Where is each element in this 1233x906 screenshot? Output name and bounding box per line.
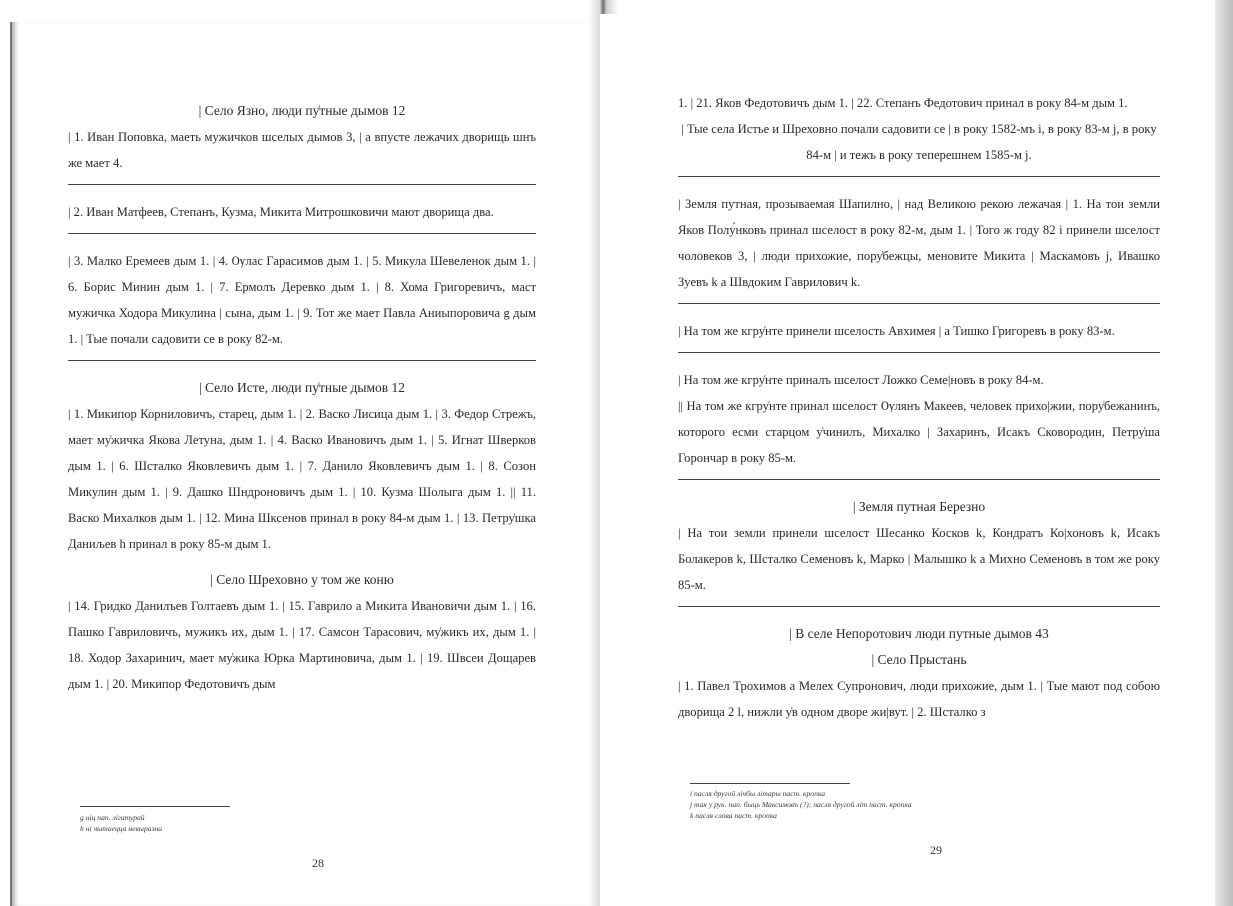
page-edge-shadow [1215,0,1233,906]
paragraph: 1. | 21. Яков Федотовичъ дым 1. | 22. Степанъ Федотович принал в року 84-м дым 1. [678,96,1128,110]
divider-rule [68,184,536,185]
paragraph: | 3. Малко Еремеев дым 1. | 4. Ѹлас Гарасимов дым 1. | 5. Микула Шевеленок дым 1. | 6. Борис Минин дым 1. | 7. Ермолъ Деревко дым 1. | 8. Хома Григоревичъ, маст мужичка Ходора Микулина | сына, дым 1. | 9. Тот же мает Павла Аниыпоровича g дым 1. | Тые почали садовити се в року 82-м. [68,254,536,346]
divider-rule [678,176,1160,177]
right-footnote-rule [690,783,850,784]
right-footnotes [690,788,1110,821]
left-footnotes [80,812,380,834]
divider-rule [678,352,1160,353]
footnote: k пасля слова паст. кропка [690,811,777,820]
paragraph: | 14. Гридко Данилъев Голтаевъ дым 1. | 15. Гаврило а Микита Ивановичи дым 1. | 16. Пашко Гавриловичъ, мужикъ их, дым 1. | 17. Самсон Тарасович, му͑жикъ их, дым 1. | 18. Ходор Захаринич, мает му͑жика Юрка Мартиновича, дым 1. | 19. Швсеи Дощарев дым 1. | 20. Микипор Федотовичъ дым [68,599,536,691]
section-heading: | В селе Непоротович люди путные дымов 43 [789,626,1049,641]
section-heading: | Село Шреховно у том же коню [210,572,394,587]
left-page-text [68,98,536,697]
footnote: j так у рук. пап. быць Максимовъ (?); пасля другой літ паст. кропка [690,800,912,809]
section-heading: | Село Исте, люди пу͑тные дымов 12 [198,380,406,395]
divider-rule [678,606,1160,607]
section-heading: | Село Прыстань [871,652,967,667]
paragraph: | На том же кгру͑нте приналъ шселост Ложко Семе|новъ в року 84-м. [678,373,1044,387]
paragraph: | На тои земли принели шселост Шесанко Косков k, Кондратъ Ко|хоновъ k, Исакъ Болакеров k, Шсталко Семеновъ k, Марко | Малышко k а Михно Семеновъ в том же року 85-м. [678,526,1160,592]
divider-rule [678,479,1160,480]
footnote: h ні чытаецца невыразна [80,824,163,833]
paragraph: | 1. Микипор Корниловичъ, старец, дым 1. | 2. Васко Лисица дым 1. | 3. Федор Стрежъ, мает му͑жичка Якова Летуна, дым 1. | 4. Васко Ивановичъ дым 1. | 5. Игнат Шверков дым 1. | 6. Шсталко Яковлевичъ дым 1. | 7. Данило Яковлевичъ дым 1. | 8. Созон Микулин дым 1. | 9. Дашко Шндроновичъ дым 1. | 10. Кузма Шолыга дым 1. || 11. Васко Михалков дым 1. | 12. Мина Шксенов принал в року 84-м дым 1. | 13. Петру͑шка Даниљев h принал в року 85-м дым 1. [68,407,536,551]
paragraph: | 1. Павел Трохимов а Мелех Супронович, люди прихожие, дым 1. | Тые мают под собою дворища 2 l, нижли у͑в одном дворе жи|вут. | 2. Шсталко з [678,679,1160,719]
paragraph: | Земля путная, прозываемая Шапилно, | над Великою рекою лежачая | 1. На тои земли Яков Полу́нковъ принал шселост в року 82-м, дым 1. | Того ж году 82 i принели шселост чоловеков 3, | люди прихожие, пору͑бежцы, меновите Микита | Маскамовъ j, Ивашко Зуевъ k а Швдоким Гаврилович k. [678,197,1160,289]
right-page-number: 29 [930,843,942,857]
spacer [68,557,536,567]
paragraph: | На том же кгру͑нте принели шселость Авхимея | а Тишко Григоревъ в року 83-м. [678,324,1115,338]
left-footnote-rule [80,806,230,807]
paragraph: | Тые села Истье и Шреховно почали садовити се | в року 1582-мъ i, в року 83-м j, в року 84-м | и тежъ в року теперешнем 1585-м j. [681,122,1157,162]
section-heading: | Земля путная Березно [852,499,986,514]
footnote: g ніц пап. лігатурай [80,813,145,822]
paragraph: | 1. Иван Поповка, маеть мужичков шселых дымов 3, | а впусте лежачих дворищь шнъ же мает 4. [68,130,536,170]
paragraph: | 2. Иван Матфеев, Степанъ, Кузма, Микита Митрошковичи мают дворища два. [68,205,494,219]
paragraph: || На том же кгру͑нте принал шселост Ѹлянъ Макеев, человек прихо|жии, пору͑бежанинъ, которого есми старцом у͑чинилъ, Михалко | Захаринъ, Исакъ Сковородин, Петру͑ша Горончар в року 85-м. [678,399,1160,465]
divider-rule [68,233,536,234]
divider-rule [68,360,536,361]
section-heading: | Село Язно, люди пу͑тные дымов 12 [198,103,406,118]
footnote: i пасля другой лічбы літары паст. кропка [690,789,826,798]
divider-rule [678,303,1160,304]
left-page-number: 28 [312,856,324,870]
right-page-text [678,90,1160,725]
